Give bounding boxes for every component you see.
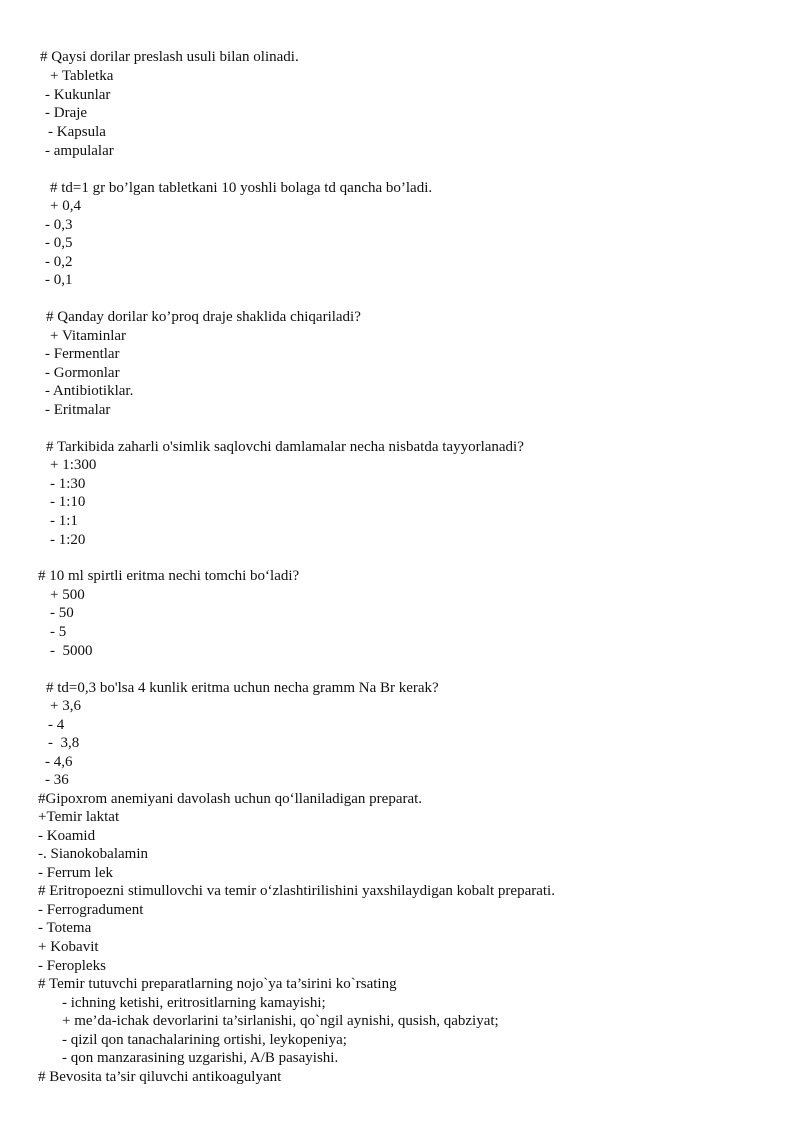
answer-correct: + 0,4 bbox=[50, 198, 81, 214]
answer-correct: + me’da-ichak devorlarini ta’sirlanishi, qo`ngil aynishi, qusish, qabziyat; bbox=[62, 1013, 499, 1029]
answer-option: - qizil qon tanachalarining ortishi, leykopeniya; bbox=[62, 1032, 347, 1048]
question-1: # Qaysi dorilar preslash usuli bilan olinadi. bbox=[40, 49, 299, 65]
answer-option: - 0,2 bbox=[45, 254, 73, 270]
question-3: # Qanday dorilar ko’proq draje shaklida chiqariladi? bbox=[46, 309, 361, 325]
answer-option: - 5000 bbox=[50, 643, 93, 659]
answer-option: - 36 bbox=[45, 772, 69, 788]
answer-option: - ichning ketishi, eritrositlarning kamayishi; bbox=[62, 995, 326, 1011]
question-4: # Tarkibida zaharli o'simlik saqlovchi damlamalar necha nisbatda tayyorlanadi? bbox=[46, 439, 524, 455]
answer-option: - 1:30 bbox=[50, 476, 86, 492]
answer-correct: +Temir laktat bbox=[38, 809, 120, 825]
answer-correct: + 1:300 bbox=[50, 457, 97, 473]
answer-option: - Antibiotiklar. bbox=[45, 383, 134, 399]
answer-option: - Totema bbox=[38, 920, 92, 936]
answer-option: - Draje bbox=[45, 105, 88, 121]
question-6: # td=0,3 bo'lsa 4 kunlik eritma uchun necha gramm Na Br kerak? bbox=[46, 680, 439, 696]
answer-option: - 0,1 bbox=[45, 272, 73, 288]
answer-option: - 1:10 bbox=[50, 494, 86, 510]
answer-option: - 4,6 bbox=[45, 754, 73, 770]
answer-correct: + Kobavit bbox=[38, 939, 99, 955]
answer-option: - Ferrogradument bbox=[38, 902, 144, 918]
answer-option: - Eritmalar bbox=[45, 402, 111, 418]
answer-correct: + Vitaminlar bbox=[50, 328, 127, 344]
answer-option: - Ferrum lek bbox=[38, 865, 113, 881]
answer-option: - Gormonlar bbox=[45, 365, 120, 381]
question-2: # td=1 gr bo’lgan tabletkani 10 yoshli bolaga td qancha bo’ladi. bbox=[50, 180, 433, 196]
answer-option: - 4 bbox=[48, 717, 65, 733]
answer-correct: + 3,6 bbox=[50, 698, 81, 714]
answer-option: - ampulalar bbox=[45, 143, 114, 159]
answer-option: - Fermentlar bbox=[45, 346, 120, 362]
answer-option: - 0,3 bbox=[45, 217, 73, 233]
question-10: # Bevosita ta’sir qiluvchi antikoagulyant bbox=[38, 1069, 282, 1085]
answer-option: - 1:20 bbox=[50, 532, 86, 548]
answer-option: - Kapsula bbox=[48, 124, 106, 140]
question-7: #Gipoxrom anemiyani davolash uchun qo‘llaniladigan preparat. bbox=[38, 791, 423, 807]
answer-option: - 5 bbox=[50, 624, 67, 640]
answer-option: - Kukunlar bbox=[45, 87, 111, 103]
answer-correct: + 500 bbox=[50, 587, 85, 603]
answer-option: - 3,8 bbox=[48, 735, 80, 751]
answer-option: - qon manzarasining uzgarishi, A/B pasayishi. bbox=[62, 1050, 339, 1066]
answer-option: - 1:1 bbox=[50, 513, 78, 529]
answer-option: - Koamid bbox=[38, 828, 96, 844]
question-9: # Temir tutuvchi preparatlarning nojo`ya ta’sirini ko`rsating bbox=[38, 976, 397, 992]
answer-option: - 0,5 bbox=[45, 235, 73, 251]
answer-correct: + Tabletka bbox=[50, 68, 114, 84]
question-8: # Eritropoezni stimullovchi va temir o‘zlashtirilishini yaxshilaydigan kobalt preparati. bbox=[38, 883, 555, 899]
answer-option: - 50 bbox=[50, 605, 74, 621]
answer-option: -. Sianokobalamin bbox=[38, 846, 148, 862]
question-5: # 10 ml spirtli eritma nechi tomchi bo‘ladi? bbox=[38, 568, 300, 584]
answer-option: - Feropleks bbox=[38, 958, 106, 974]
